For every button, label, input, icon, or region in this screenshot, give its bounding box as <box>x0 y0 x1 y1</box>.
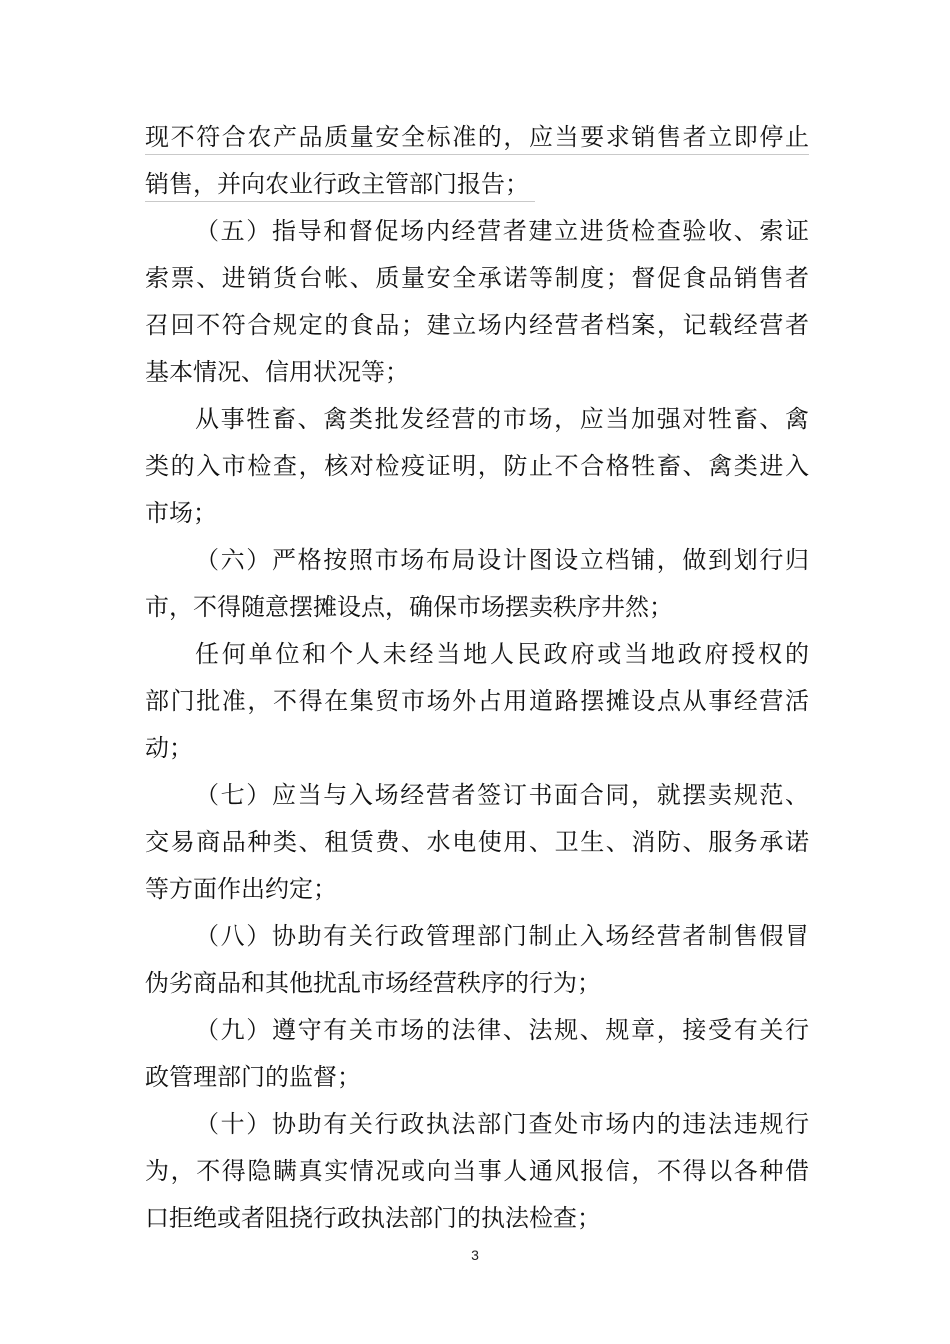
text-line: 口拒绝或者阻挠行政执法部门的执法检查； <box>145 1204 601 1232</box>
page-number: 3 <box>471 1247 479 1263</box>
text-line: （八）协助有关行政管理部门制止入场经营者制售假冒 <box>195 922 809 950</box>
text-line: （十）协助有关行政执法部门查处市场内的违法违规行 <box>195 1110 809 1138</box>
text-line: 动； <box>145 734 193 762</box>
text-line: 索票、进销货台帐、质量安全承诺等制度；督促食品销售者 <box>145 264 809 292</box>
text-line: 伪劣商品和其他扰乱市场经营秩序的行为； <box>145 969 601 997</box>
text-line: （六）严格按照市场布局设计图设立档铺，做到划行归 <box>195 546 809 574</box>
text-line: （七）应当与入场经营者签订书面合同，就摆卖规范、 <box>195 781 809 809</box>
text-line: 等方面作出约定； <box>145 875 337 903</box>
text-line: 为，不得隐瞒真实情况或向当事人通风报信，不得以各种借 <box>145 1157 809 1185</box>
text-line: 市场； <box>145 499 217 527</box>
text-line: 召回不符合规定的食品；建立场内经营者档案，记载经营者 <box>145 311 809 339</box>
text-line: 销售，并向农业行政主管部门报告； <box>145 170 529 198</box>
text-line: 任何单位和个人未经当地人民政府或当地政府授权的 <box>195 640 809 668</box>
text-line: 从事牲畜、禽类批发经营的市场，应当加强对牲畜、禽 <box>195 405 809 433</box>
text-line: 政管理部门的监督； <box>145 1063 361 1091</box>
text-line: 现不符合农产品质量安全标准的，应当要求销售者立即停止 <box>145 123 809 151</box>
text-line: 部门批准，不得在集贸市场外占用道路摆摊设点从事经营活 <box>145 687 809 715</box>
text-line: 类的入市检查，核对检疫证明，防止不合格牲畜、禽类进入 <box>145 452 809 480</box>
text-line: 交易商品种类、租赁费、水电使用、卫生、消防、服务承诺 <box>145 828 809 856</box>
text-line: （九）遵守有关市场的法律、法规、规章，接受有关行 <box>195 1016 809 1044</box>
text-line: 市，不得随意摆摊设点，确保市场摆卖秩序井然； <box>145 593 673 621</box>
text-line: 基本情况、信用状况等； <box>145 358 409 386</box>
text-line: （五）指导和督促场内经营者建立进货检查验收、索证 <box>195 217 809 245</box>
